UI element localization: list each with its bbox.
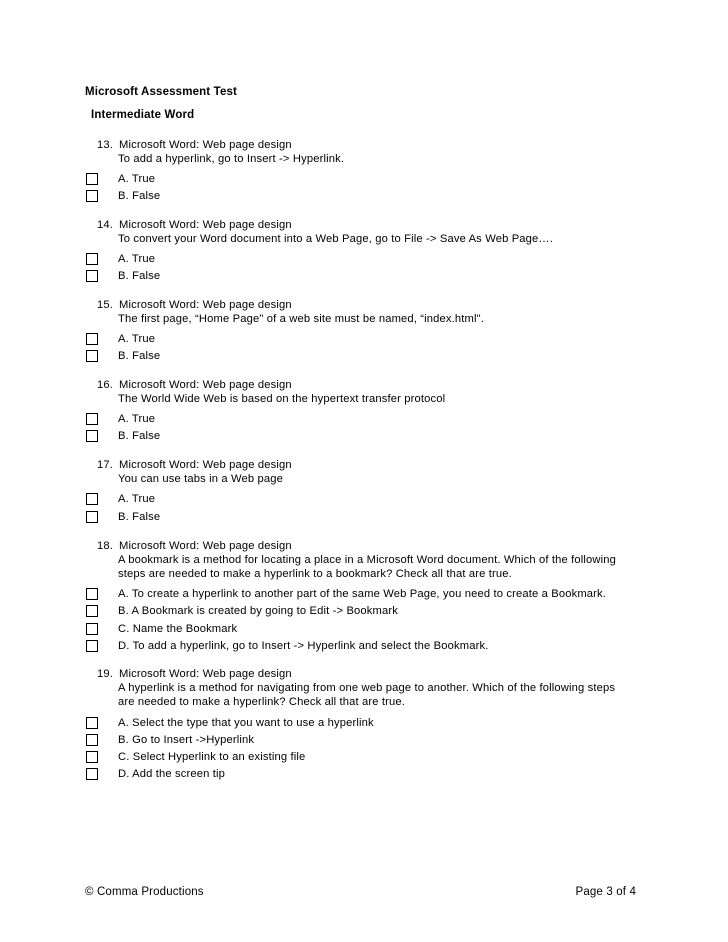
answer-checkbox[interactable] xyxy=(86,413,98,425)
answer-checkbox[interactable] xyxy=(86,270,98,282)
answer-checkbox[interactable] xyxy=(86,511,98,523)
question-text: A hyperlink is a method for navigating from one web page to another. Which of the following steps xyxy=(118,682,616,694)
answer-checkbox[interactable] xyxy=(86,717,98,729)
option-label: D. Add the screen tip xyxy=(118,768,226,780)
option-row xyxy=(0,767,728,784)
option-row xyxy=(0,587,728,604)
question-heading: Microsoft Word: Web page design xyxy=(119,668,292,680)
option-row xyxy=(0,252,728,269)
question-heading: Microsoft Word: Web page design xyxy=(119,459,292,471)
option-row xyxy=(0,492,728,509)
answer-checkbox[interactable] xyxy=(86,173,98,185)
option-label: A. True xyxy=(118,413,156,425)
answer-checkbox[interactable] xyxy=(86,640,98,652)
option-label: A. True xyxy=(118,333,156,345)
question-text: steps are needed to make a hyperlink to a bookmark? Check all that are true. xyxy=(118,568,512,580)
question-text: To add a hyperlink, go to Insert -> Hyperlink. xyxy=(118,153,345,165)
question-heading: Microsoft Word: Web page design xyxy=(119,299,292,311)
answer-checkbox[interactable] xyxy=(86,493,98,505)
option-label: B. False xyxy=(118,350,161,362)
question-number: 19. xyxy=(97,668,114,680)
option-label: C. Name the Bookmark xyxy=(118,623,238,635)
option-row xyxy=(0,733,728,750)
option-label: D. To add a hyperlink, go to Insert -> Hyperlink and select the Bookmark. xyxy=(118,640,489,652)
answer-checkbox[interactable] xyxy=(86,253,98,265)
option-label: A. True xyxy=(118,493,156,505)
option-row xyxy=(0,716,728,733)
option-row xyxy=(0,429,728,446)
option-row xyxy=(0,750,728,767)
answer-checkbox[interactable] xyxy=(86,751,98,763)
option-row xyxy=(0,622,728,639)
answer-checkbox[interactable] xyxy=(86,768,98,780)
question-text: To convert your Word document into a Web Page, go to File -> Save As Web Page…. xyxy=(118,233,554,245)
option-row xyxy=(0,349,728,366)
question-heading: Microsoft Word: Web page design xyxy=(119,540,292,552)
question-heading: Microsoft Word: Web page design xyxy=(119,379,292,391)
question-text: You can use tabs in a Web page xyxy=(118,473,283,485)
option-label: C. Select Hyperlink to an existing file xyxy=(118,751,306,763)
option-label: A. True xyxy=(118,253,156,265)
answer-checkbox[interactable] xyxy=(86,190,98,202)
document-subtitle: Intermediate Word xyxy=(91,109,195,121)
option-label: B. False xyxy=(118,270,161,282)
question-text: The first page, “Home Page" of a web site must be named, “index.html". xyxy=(118,313,485,325)
option-label: B. A Bookmark is created by going to Edit -> Bookmark xyxy=(118,605,398,617)
answer-checkbox[interactable] xyxy=(86,605,98,617)
option-label: B. False xyxy=(118,511,161,523)
answer-checkbox[interactable] xyxy=(86,333,98,345)
document-title: Microsoft Assessment Test xyxy=(85,86,238,98)
question-number: 15. xyxy=(97,299,114,311)
option-label: A. True xyxy=(118,173,156,185)
answer-checkbox[interactable] xyxy=(86,350,98,362)
question-number: 18. xyxy=(97,540,114,552)
question-number: 14. xyxy=(97,219,114,231)
question-text: The World Wide Web is based on the hypertext transfer protocol xyxy=(118,393,446,405)
option-label: B. False xyxy=(118,190,161,202)
question-text: are needed to make a hyperlink? Check all that are true. xyxy=(118,696,406,708)
question-number: 16. xyxy=(97,379,114,391)
option-row xyxy=(0,172,728,189)
option-label: A. Select the type that you want to use a hyperlink xyxy=(118,717,374,729)
question-heading: Microsoft Word: Web page design xyxy=(119,219,292,231)
option-row xyxy=(0,604,728,621)
option-label: B. Go to Insert ->Hyperlink xyxy=(118,734,255,746)
answer-checkbox[interactable] xyxy=(86,588,98,600)
option-row xyxy=(0,332,728,349)
option-label: B. False xyxy=(118,430,161,442)
answer-checkbox[interactable] xyxy=(86,430,98,442)
question-number: 13. xyxy=(97,139,114,151)
question-number: 17. xyxy=(97,459,114,471)
footer-copyright: © Comma Productions xyxy=(85,886,204,898)
option-row xyxy=(0,189,728,206)
option-row xyxy=(0,269,728,286)
option-row xyxy=(0,510,728,527)
footer-page-number: Page 3 of 4 xyxy=(575,886,636,898)
option-row xyxy=(0,412,728,429)
option-label: A. To create a hyperlink to another part of the same Web Page, you need to create a Bookmark. xyxy=(118,588,607,600)
option-row xyxy=(0,639,728,656)
answer-checkbox[interactable] xyxy=(86,623,98,635)
question-text: A bookmark is a method for locating a place in a Microsoft Word document. Which of the following xyxy=(118,554,616,566)
answer-checkbox[interactable] xyxy=(86,734,98,746)
question-heading: Microsoft Word: Web page design xyxy=(119,139,292,151)
